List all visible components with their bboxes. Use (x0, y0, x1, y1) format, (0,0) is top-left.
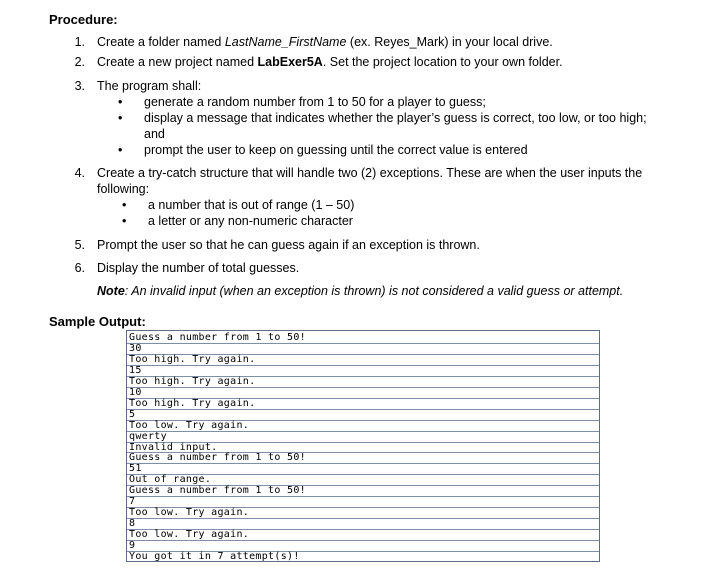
sample-output-heading: Sample Output: (49, 314, 146, 329)
console-line-separator (127, 343, 599, 344)
console-line: Out of range. (129, 474, 212, 486)
step-text: Display the number of total guesses. (97, 261, 300, 275)
console-line: qwerty (129, 430, 167, 442)
console-line: Invalid input. (129, 441, 218, 453)
console-line-separator (127, 540, 599, 541)
bullet-dot: • (122, 214, 127, 228)
step-number: 6. (74, 261, 85, 275)
console-line-separator (127, 387, 599, 388)
step-number: 4. (74, 166, 85, 180)
console-line: You got it in 7 attempt(s)! (129, 551, 300, 562)
step-number: 3. (74, 79, 85, 93)
note (97, 284, 623, 298)
console-line: Too low. Try again. (129, 507, 250, 519)
console-line-separator (127, 431, 599, 432)
console-line-separator (127, 463, 599, 464)
console-line: Too low. Try again. (129, 529, 250, 541)
console-line-separator (127, 496, 599, 497)
step-text: Prompt the user so that he can guess again if an exception is thrown. (97, 238, 480, 252)
note-text: : An invalid input (when an exception is thrown) is not considered a valid guess or attempt. (124, 284, 624, 298)
console-line: 5 (129, 408, 136, 420)
step-text: Create a try-catch structure that will handle two (2) exceptions. These are when the user inputs the following: (97, 166, 643, 196)
step-number: 5. (74, 238, 85, 252)
step-text: The program shall: (97, 79, 202, 93)
step-number: 2. (74, 55, 85, 69)
console-line: 8 (129, 518, 136, 530)
bullet-text: prompt the user to keep on guessing until the correct value is entered (144, 143, 528, 157)
bullet-dot: • (118, 111, 123, 125)
console-line: 15 (129, 364, 142, 376)
console-output (126, 330, 600, 562)
console-line: Guess a number from 1 to 50! (129, 452, 306, 464)
bullet-text: generate a random number from 1 to 50 for a player to guess; (144, 95, 486, 109)
console-line: Too high. Try again. (129, 397, 256, 409)
bullet-text: display a message that indicates whether the player’s guess is correct, too low, or too high; and (144, 111, 647, 141)
step-number: 1. (74, 35, 85, 49)
console-line-separator (127, 365, 599, 366)
console-line: 10 (129, 386, 142, 398)
console-line: Too low. Try again. (129, 419, 250, 431)
bullet-dot: • (122, 198, 127, 212)
procedure-heading: Procedure: (49, 12, 118, 27)
console-line: 51 (129, 463, 142, 475)
console-line: 30 (129, 342, 142, 354)
console-line: 7 (129, 496, 136, 508)
console-line-separator (127, 409, 599, 410)
console-line: Too high. Try again. (129, 375, 256, 387)
console-line: Too high. Try again. (129, 353, 256, 365)
console-line: 9 (129, 540, 136, 552)
step-text: Create a new project named LabExer5A. Set the project location to your own folder. (97, 55, 563, 69)
console-line: Guess a number from 1 to 50! (129, 332, 306, 343)
bullet-text: a number that is out of range (1 – 50) (148, 198, 355, 212)
console-line-separator (127, 518, 599, 519)
note-label: Note (97, 284, 125, 298)
bullet-dot: • (118, 143, 123, 157)
bullet-text: a letter or any non-numeric character (148, 214, 353, 228)
bullet-dot: • (118, 95, 123, 109)
console-line: Guess a number from 1 to 50! (129, 485, 306, 497)
step-text: Create a folder named LastName_FirstName (ex. Reyes_Mark) in your local drive. (97, 35, 553, 49)
